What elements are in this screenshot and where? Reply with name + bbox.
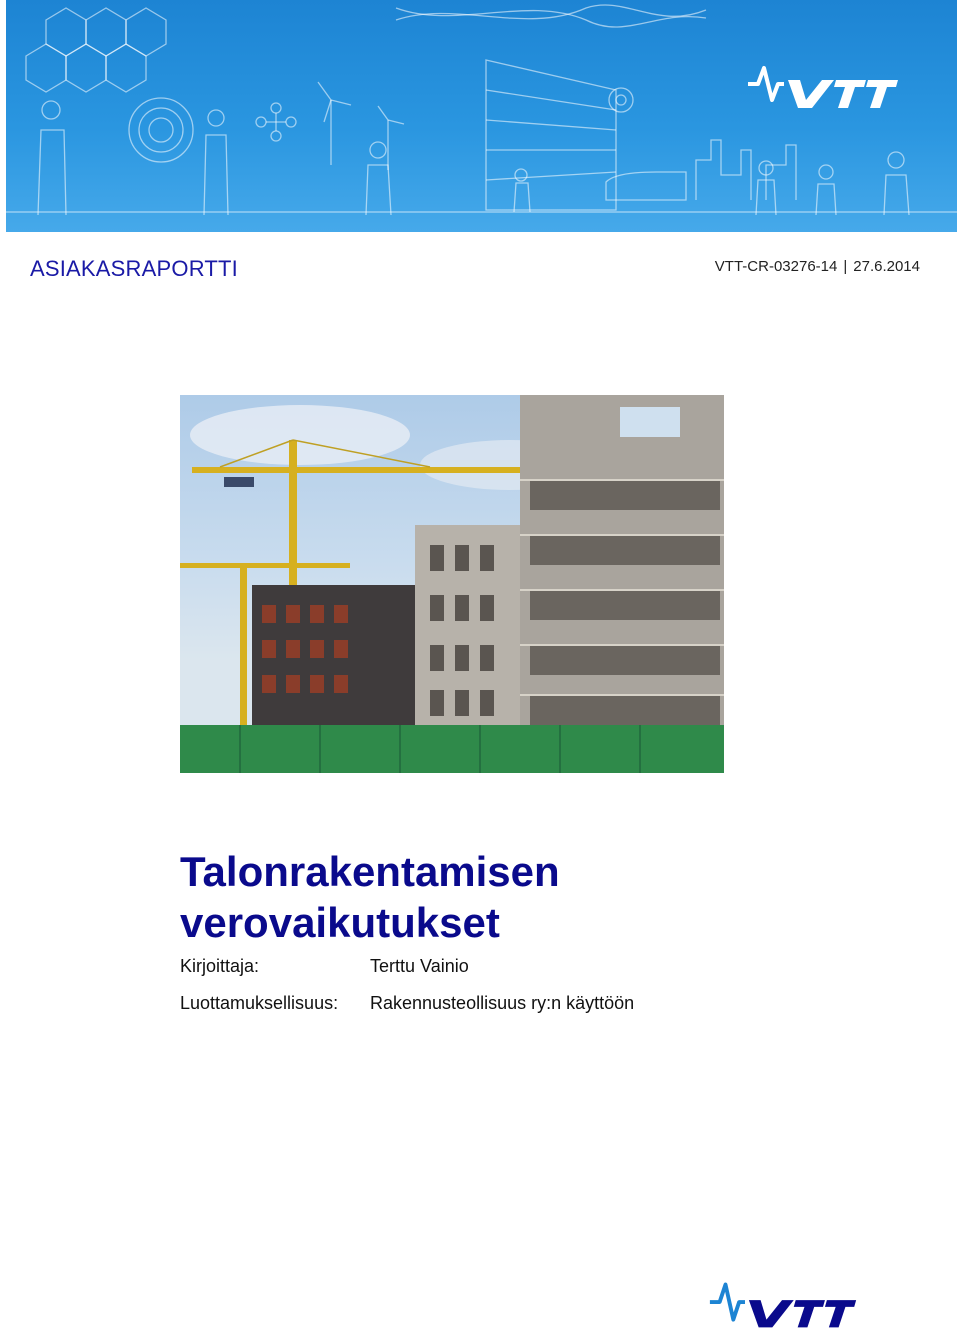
banner-illustration xyxy=(6,0,957,232)
vtt-logo xyxy=(744,60,904,110)
confidentiality-value: Rakennusteollisuus ry:n käyttöön xyxy=(370,993,635,1013)
report-reference xyxy=(715,258,920,275)
title-line-1: Talonrakentamisen xyxy=(180,848,560,895)
document-title xyxy=(180,846,560,948)
construction-illustration xyxy=(180,395,724,773)
vtt-footer-logo xyxy=(706,1278,862,1330)
title-line-2: verovaikutukset xyxy=(180,899,500,946)
report-id: VTT-CR-03276-14 xyxy=(714,258,838,275)
header-banner xyxy=(6,0,957,232)
author-value: Terttu Vainio xyxy=(370,956,469,976)
cover-photo xyxy=(180,395,724,773)
separator: | xyxy=(843,258,848,275)
vtt-wave-icon xyxy=(748,68,784,100)
report-date: 27.6.2014 xyxy=(853,258,920,275)
report-type: ASIAKASRAPORTTI xyxy=(30,256,238,281)
author-label: Kirjoittaja: xyxy=(180,956,260,976)
vtt-wave-icon xyxy=(710,1285,745,1320)
confidentiality-label: Luottamuksellisuus: xyxy=(180,993,339,1013)
